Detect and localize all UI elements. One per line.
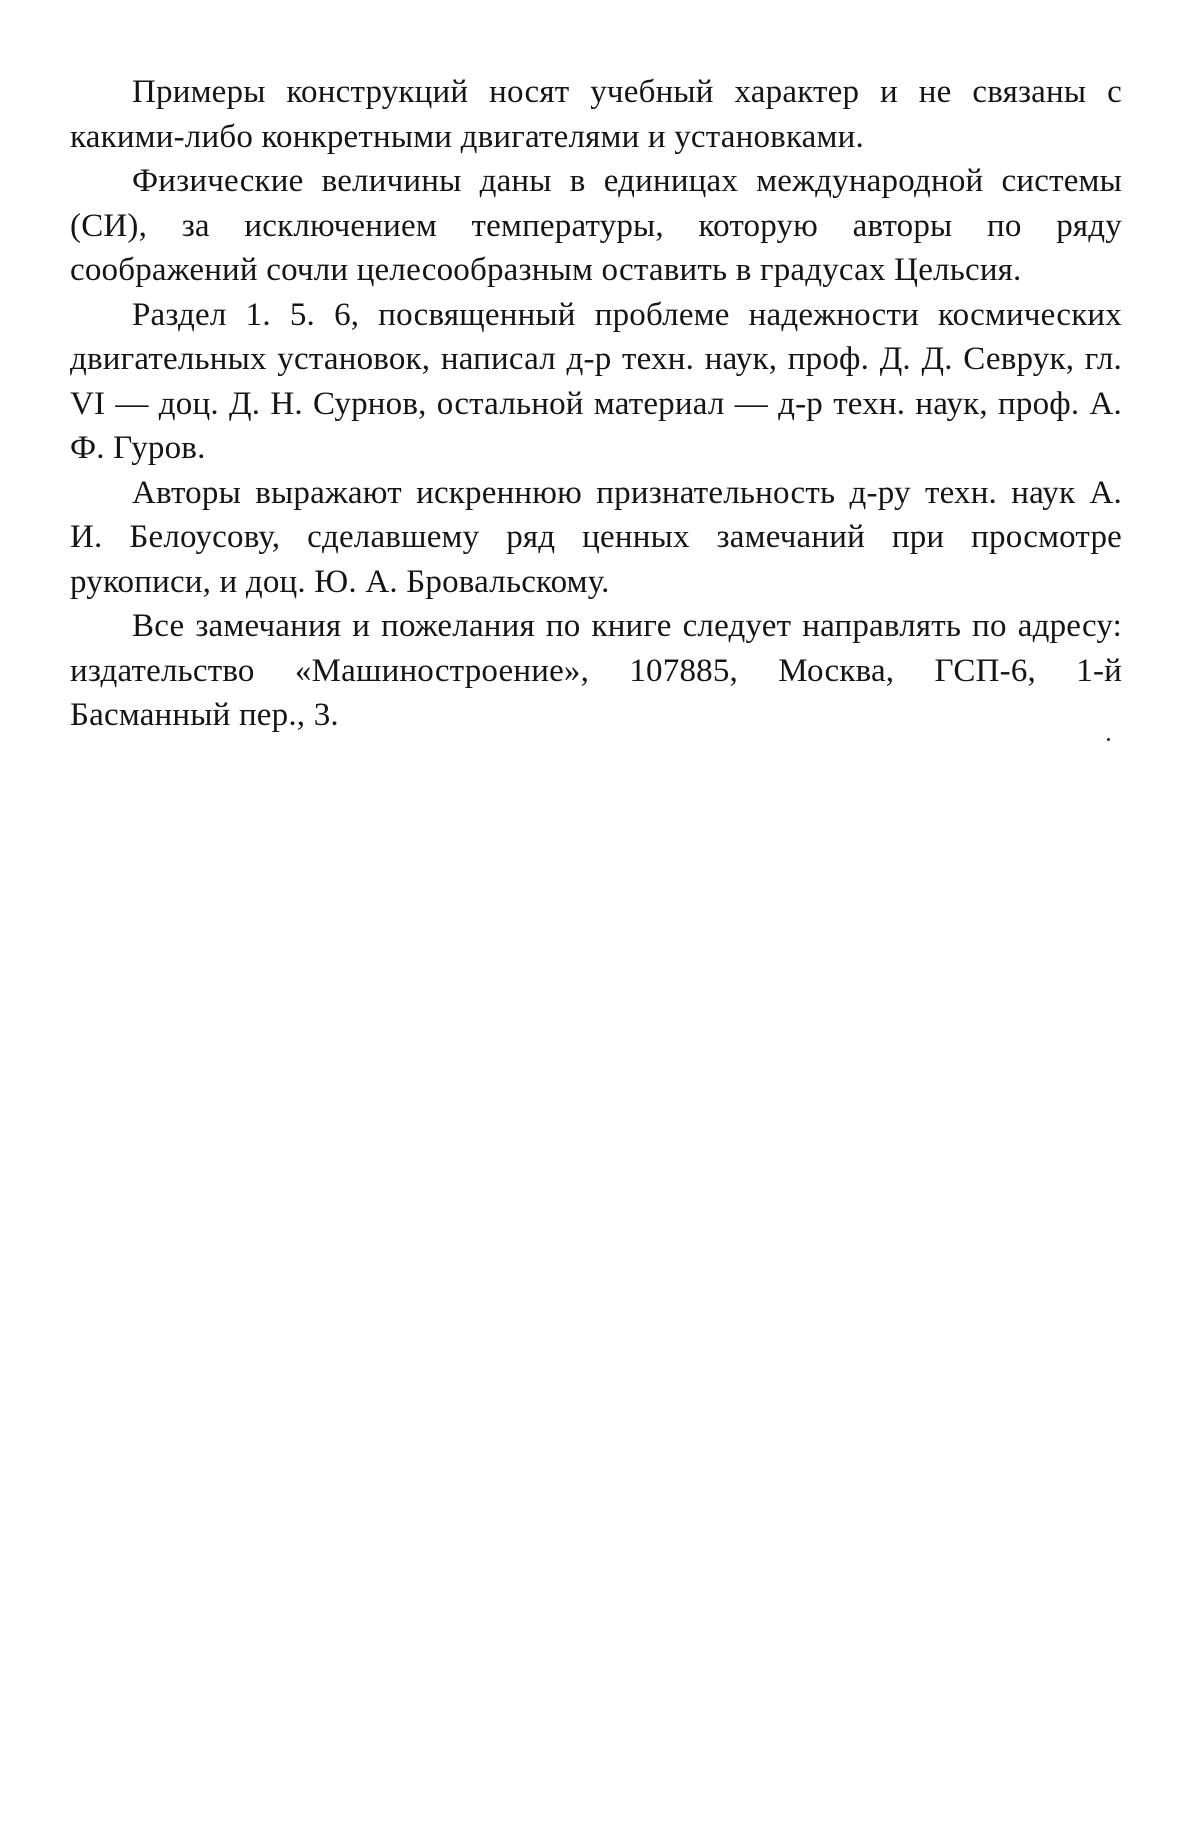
paragraph-acknowledgements: Авторы выражают искреннюю признательность д-ру техн. наук А. И. Белоусову, сделавшему ряд ценных замечаний при просмотре рукописи, и доц. Ю. А. Бровальскому. (70, 474, 1122, 600)
paragraph-authorship: Раздел 1. 5. 6, посвященный проблеме надежности космических двигательных установок, написал д-р техн. наук, проф. Д. Д. Севрук, гл. VI — доц. Д. Н. Сурнов, остальной материал — д-р техн. наук, проф. А. Ф. Гуров. (70, 296, 1122, 466)
paragraph-publisher-address: Все замечания и пожелания по книге следует направлять по адресу: издательство «Машиностроение», 107885, Москва, ГСП-6, 1-й Басманный пер., 3. (70, 608, 1122, 733)
paragraph-examples-note: Примеры конструкций носят учебный характер и не связаны с какими-либо конкретными двигателями и установками. (70, 74, 1122, 155)
scan-speck (1107, 738, 1110, 741)
paragraph-units-note: Физические величины даны в единицах международной системы (СИ), за исключением температуры, которую авторы по ряду соображений сочли целесообразным оставить в градусах Цельсия. (70, 163, 1122, 288)
document-body (70, 70, 1122, 738)
